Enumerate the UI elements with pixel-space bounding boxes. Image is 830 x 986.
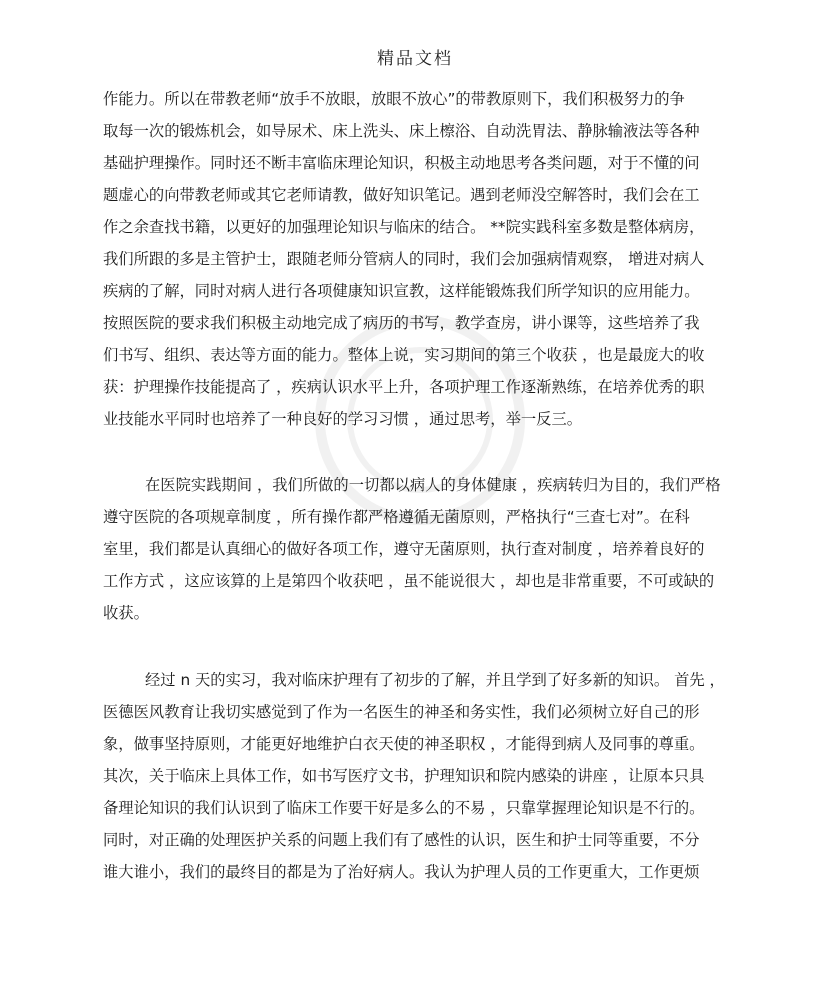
text-line: 其次，关于临床上具体工作，如书写医疗文书，护理知识和院内感染的讲座 ，让原本只具 [103,767,705,785]
text-line: 作之余查找书籍，以更好的加强理论知识与临床的结合。 **院实践科室多数是整体病房， [103,218,705,236]
text-line: 作能力。所以在带教老师“放手不放眼，放眼不放心”的带教原则下，我们积极努力的争 [103,90,685,108]
text-line: 医德医风教育让我切实感觉到了作为一名医生的神圣和务实性，我们必须树立好自己的形 [103,703,700,721]
text-line: 基础护理操作。同时还不断丰富临床理论知识，积极主动地思考各类问题，对于不懂的问 [103,154,700,172]
text-line: 室里，我们都是认真细心的做好各项工作，遵守无菌原则，执行查对制度 ，培养着良好的 [103,540,705,558]
text-line: 同时，对正确的处理医护关系的问题上我们有了感性的认识，医生和护士同等重要，不分 [103,831,700,849]
text-line: 经过 n 天的实习，我对临床护理有了初步的了解，并且学到了好多新的知识。 首先 ， [145,671,725,689]
paragraph-3 [103,664,729,888]
page-header-title: 精品文档 [377,49,453,69]
text-line: 象，做事坚持原则，才能更好地维护白衣天使的神圣职权 ，才能得到病人及同事的尊重。 [103,735,705,753]
text-line: 取每一次的锻炼机会，如导尿术、床上洗头、床上檫浴、自动洗胃法、静脉输液法等各种 [103,122,700,140]
text-line: 谁大谁小，我们的最终目的都是为了治好病人。我认为护理人员的工作更重大，工作更烦 [103,863,700,881]
text-line: 们书写、组织、表达等方面的能力。整体上说，实习期间的第三个收获 ，也是最庞大的收 [103,346,705,364]
text-line: 收获。 [103,604,149,622]
text-line: 按照医院的要求我们积极主动地完成了病历的书写，教学查房，讲小课等，这些培养了我 [103,314,700,332]
paragraph-2 [103,469,729,629]
text-line: 备理论知识的我们认识到了临床工作要干好是多么的不易 ，只靠掌握理论知识是不行的。 [103,799,705,817]
text-line: 疾病的了解，同时对病人进行各项健康知识宣教，这样能锻炼我们所学知识的应用能力。 [103,282,700,300]
text-line: 业技能水平同时也培养了一种良好的学习习惯 ，通过思考，举一反三。 [103,410,583,428]
text-line: 工作方式 ，这应该算的上是第四个收获吧 ，虽不能说很大 ，却也是非常重要，不可或缺的 [103,572,715,590]
text-line: 遵守医院的各项规章制度 ，所有操作都严格遵循无菌原则，严格执行“三查七对”。在科 [103,508,690,526]
text-line: 获：护理操作技能提高了 ，疾病认识水平上升，各项护理工作逐渐熟练，在培养优秀的职 [103,378,705,396]
paragraph-1 [103,83,729,435]
text-line: 我们所跟的多是主管护士，跟随老师分管病人的同时，我们会加强病情观察， 增进对病人 [103,250,705,268]
text-line: 在医院实践期间 ，我们所做的一切都以病人的身体健康 ，疾病转归为目的，我们严格 [145,476,721,494]
text-line: 题虚心的向带教老师或其它老师请教，做好知识笔记。遇到老师没空解答时，我们会在工 [103,186,700,204]
